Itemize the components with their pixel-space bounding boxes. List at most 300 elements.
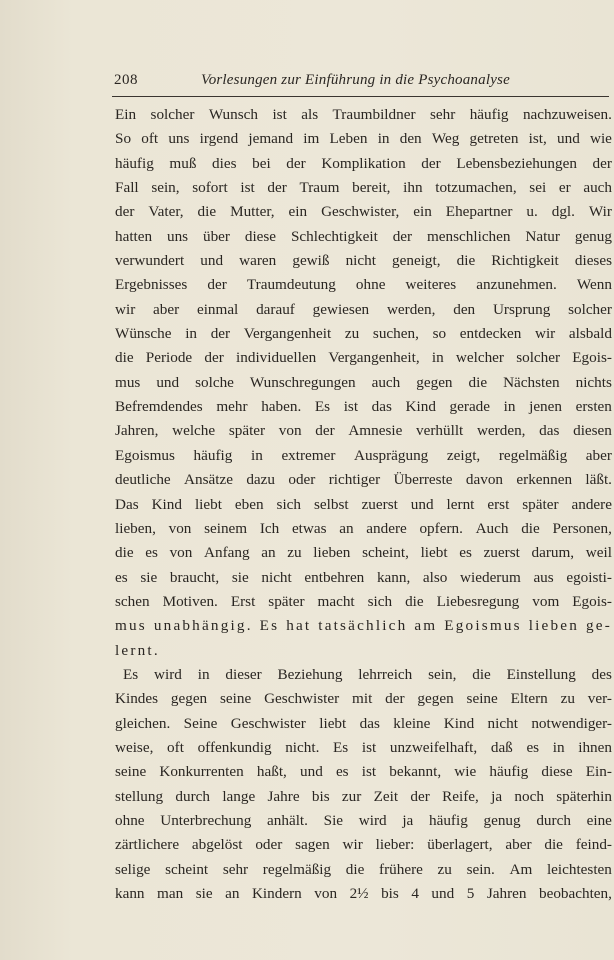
word: im — [303, 130, 320, 148]
word: wiederum — [460, 568, 521, 586]
word: lieben, — [115, 519, 156, 537]
word: genug — [483, 811, 521, 829]
word: sie — [195, 885, 213, 902]
page-number: 208 — [114, 72, 138, 88]
word: wird — [154, 665, 182, 683]
word: sein, — [151, 179, 180, 197]
word: Das — [115, 495, 139, 513]
word: die — [472, 665, 491, 683]
word: lieber: — [375, 836, 415, 854]
word: Erst — [230, 592, 256, 610]
word: oder — [255, 836, 283, 854]
word: aber — [153, 300, 180, 318]
word: mit — [352, 690, 373, 708]
word: in — [197, 665, 210, 683]
word: bis — [311, 787, 330, 805]
word: an — [261, 544, 276, 562]
word: ge- — [585, 617, 612, 635]
word: der — [592, 154, 612, 172]
word: es — [115, 568, 128, 586]
word: totzumachen, — [435, 179, 517, 197]
word: sei — [529, 179, 547, 197]
word: andere — [571, 495, 612, 513]
word: nicht — [261, 568, 292, 586]
word: wie — [454, 763, 477, 781]
word: genug — [574, 227, 612, 245]
word: gerade — [449, 398, 491, 416]
text-line — [115, 760, 612, 784]
text-line — [115, 663, 612, 687]
text-line — [115, 517, 612, 541]
word: der — [410, 787, 430, 805]
word: in — [431, 349, 444, 367]
word: solche — [195, 373, 234, 391]
word: durch — [175, 787, 210, 805]
word: andere — [366, 519, 407, 537]
word: bis — [381, 885, 399, 902]
word: lieben — [313, 544, 351, 562]
word: Wünsche — [115, 325, 172, 343]
word: oft — [141, 130, 159, 148]
word: in — [185, 325, 198, 343]
word: Liebesregung — [436, 592, 520, 610]
word: kann — [115, 885, 145, 902]
word: Es — [333, 738, 349, 756]
word: u. — [526, 203, 538, 221]
word: Sie — [323, 811, 344, 829]
word: ja — [402, 811, 414, 829]
word: häufig — [193, 446, 233, 464]
word: Amnesie — [348, 422, 403, 440]
word: nicht — [487, 714, 518, 732]
word: kann, — [376, 568, 411, 586]
word: muß — [169, 154, 197, 172]
text-line — [115, 273, 612, 297]
word: lieben — [528, 617, 580, 635]
word: einmal — [196, 300, 239, 318]
word: Egois- — [572, 349, 612, 367]
word: scheint, — [362, 544, 409, 562]
word: unabhängig. — [153, 617, 253, 635]
word: Traum — [299, 179, 340, 197]
word: erkennen — [516, 471, 573, 489]
word: Einstellung — [506, 665, 576, 683]
word: Vergangenheit — [243, 325, 332, 343]
word: der — [385, 690, 405, 708]
word: Auch — [475, 519, 509, 537]
text-line — [115, 809, 612, 833]
word: werden, — [476, 422, 526, 440]
word: Weg — [431, 130, 460, 148]
word: an — [339, 519, 354, 537]
word: Wir — [588, 203, 612, 221]
word: ist — [272, 106, 287, 123]
word: sie — [231, 568, 249, 586]
word: Ergebnisses — [115, 276, 188, 294]
word: über — [202, 227, 230, 245]
word: frühere — [379, 860, 423, 878]
word: notwendiger- — [531, 714, 612, 732]
word: darum, — [531, 544, 575, 562]
word: Geschwister, — [321, 203, 400, 221]
word: seine — [220, 690, 252, 708]
word: in — [552, 738, 565, 756]
word: Kind — [443, 714, 475, 732]
text-line — [115, 200, 612, 224]
word: sein, — [428, 665, 457, 683]
word: es — [145, 544, 158, 562]
text-line — [115, 712, 612, 736]
word: leichtesten — [546, 860, 612, 878]
word: nachzuweisen. — [522, 106, 612, 123]
word: also — [422, 568, 448, 586]
word: lange — [222, 787, 256, 805]
word: ersten — [575, 398, 612, 416]
word: weiteres — [405, 276, 457, 294]
word: getreten — [469, 130, 519, 148]
word: beobachten, — [538, 885, 612, 902]
word: tatsächlich — [318, 617, 408, 635]
word: ihn — [403, 179, 423, 197]
word: offenkundig — [197, 738, 272, 756]
word: bereit, — [352, 179, 391, 197]
word: Beziehung — [277, 665, 343, 683]
word: häufig — [489, 763, 529, 781]
word: sagen — [295, 836, 330, 854]
word: Traumbildner — [332, 106, 416, 123]
word: und — [300, 763, 323, 781]
word: die — [544, 836, 563, 854]
word: 5 — [466, 885, 475, 902]
word: dieses — [574, 252, 612, 270]
word: Nächsten — [503, 373, 560, 391]
word: gewiesen — [312, 300, 370, 318]
word: Wunschregungen — [249, 373, 356, 391]
word: wie — [589, 130, 612, 148]
word: lernt — [446, 495, 475, 513]
text-line — [115, 882, 612, 906]
word: Personen, — [552, 519, 612, 537]
word: Kindern — [251, 885, 302, 902]
word: oder — [288, 471, 316, 489]
word: nicht — [345, 252, 376, 270]
word: in — [503, 398, 516, 416]
word: jenen — [529, 398, 562, 416]
word: Jahre — [267, 787, 300, 805]
word: seinem — [204, 519, 248, 537]
word: eine — [586, 811, 612, 829]
word: er — [558, 179, 571, 197]
word: überlagert, — [427, 836, 493, 854]
word: sein. — [466, 860, 495, 878]
word: ein — [288, 203, 308, 221]
word: anhält. — [267, 811, 308, 829]
word: unzweifelhaft, — [389, 738, 478, 756]
word: von — [169, 544, 193, 562]
word: zärtlichere — [115, 836, 180, 854]
word: aus — [533, 568, 554, 586]
word: etwas — [291, 519, 327, 537]
word: die — [521, 519, 540, 537]
word: der — [204, 349, 224, 367]
word: und — [410, 495, 434, 513]
word: Kindes — [115, 690, 159, 708]
word: Ursprung — [492, 300, 551, 318]
text-line — [115, 152, 612, 176]
text-line — [115, 493, 612, 517]
text-line — [115, 176, 612, 200]
word: wir — [342, 836, 363, 854]
word: ohne — [355, 276, 386, 294]
word: richtiger — [328, 471, 381, 489]
word: vom — [532, 592, 560, 610]
word: von — [314, 885, 338, 902]
word: diese — [244, 227, 277, 245]
word: in — [250, 446, 263, 464]
word: am — [414, 617, 438, 635]
word: schen — [115, 592, 150, 610]
word: liebt — [194, 495, 222, 513]
word: der — [392, 227, 413, 245]
word: der — [115, 203, 135, 221]
word: der — [315, 422, 335, 440]
word: entbehren — [304, 568, 365, 586]
word: zuerst — [483, 544, 520, 562]
word: häufig — [428, 811, 468, 829]
word: Jahren, — [115, 422, 159, 440]
word: Ehepartner — [445, 203, 513, 221]
word: Vergangenheit, — [328, 349, 420, 367]
word: das — [359, 714, 380, 732]
word: Seine — [183, 714, 218, 732]
word: daß — [490, 738, 513, 756]
word: 4 — [411, 885, 419, 902]
word: sich — [367, 592, 393, 610]
word: Richtigkeit — [491, 252, 559, 270]
word: von — [168, 519, 192, 537]
word: Es — [123, 665, 139, 683]
word: seine — [466, 690, 498, 708]
word: Reife, — [442, 787, 479, 805]
word: nichts — [575, 373, 612, 391]
word: es — [526, 738, 540, 756]
word: des — [591, 665, 612, 683]
word: selige — [115, 860, 151, 878]
word: Am — [509, 860, 533, 878]
text-line — [115, 736, 612, 760]
word: ist — [343, 398, 359, 416]
word: individuellen — [236, 349, 317, 367]
word: Egoismus — [444, 617, 522, 635]
word: wir — [115, 300, 136, 318]
word: Ein — [115, 106, 137, 123]
word: Überreste — [393, 471, 453, 489]
word: bekannt, — [389, 763, 442, 781]
word: dies — [212, 154, 237, 172]
word: zuerst — [361, 495, 398, 513]
word: Es — [259, 617, 280, 635]
word: suchen, — [372, 325, 419, 343]
word: man — [157, 885, 184, 902]
word: jemand — [248, 130, 294, 148]
word: und — [557, 130, 580, 148]
word: mus — [115, 373, 141, 391]
word: es — [459, 544, 472, 562]
word: ist — [361, 763, 377, 781]
word: gleichen. — [115, 714, 171, 732]
word: sich — [276, 495, 302, 513]
word: häufig — [469, 106, 509, 123]
word: und — [156, 373, 180, 391]
word: gegen — [170, 690, 208, 708]
word: liebt — [420, 544, 448, 562]
word: die — [468, 373, 488, 391]
word: zu — [344, 325, 360, 343]
word: egoisti- — [566, 568, 612, 586]
word: gegen — [417, 690, 454, 708]
word: später — [268, 592, 305, 610]
word: Kind — [151, 495, 182, 513]
word: die — [115, 349, 134, 367]
word: zu — [437, 860, 452, 878]
word: seine — [115, 763, 147, 781]
word: solcher — [516, 349, 561, 367]
word: 2½ — [349, 885, 369, 902]
word: sehr — [429, 106, 456, 123]
word: Es — [314, 398, 331, 416]
word: das — [539, 422, 560, 440]
word: den — [399, 130, 422, 148]
word: Befremdendes — [115, 398, 203, 416]
word: solcher — [150, 106, 195, 123]
word: sehr — [222, 860, 249, 878]
word: die — [456, 252, 476, 270]
word: opfern. — [419, 519, 463, 537]
word: Geschwister — [230, 714, 306, 732]
body-text — [115, 103, 612, 906]
word: Fall — [115, 179, 139, 197]
word: später — [522, 495, 559, 513]
word: gegen — [416, 373, 453, 391]
word: Konkurrenten — [159, 763, 244, 781]
word: ist, — [528, 130, 547, 148]
word: erst — [487, 495, 510, 513]
word: hatten — [115, 227, 153, 245]
word: anzunehmen. — [476, 276, 557, 294]
word: den — [453, 300, 476, 318]
word: sie — [140, 568, 158, 586]
word: oft — [167, 738, 184, 756]
word: späterhin — [556, 787, 612, 805]
word: wir — [534, 325, 556, 343]
word: von — [278, 422, 302, 440]
text-line — [115, 419, 612, 443]
word: regelmäßig — [498, 446, 568, 464]
word: mehr — [216, 398, 248, 416]
word: die — [345, 860, 365, 878]
word: alsbald — [568, 325, 612, 343]
word: Periode — [145, 349, 193, 367]
word: Mutter, — [230, 203, 275, 221]
text-line — [115, 785, 612, 809]
word: uns — [168, 130, 190, 148]
word: geneigt, — [392, 252, 441, 270]
word: verwundert — [115, 252, 185, 270]
text-line — [115, 858, 612, 882]
word: deutliche — [115, 471, 171, 489]
word: wird — [358, 811, 387, 829]
text-line — [115, 127, 612, 151]
word: die — [115, 544, 134, 562]
text-line — [115, 395, 612, 419]
word: liebt — [319, 714, 347, 732]
text-line — [115, 298, 612, 322]
word: aber — [505, 836, 532, 854]
word: mus — [115, 617, 147, 635]
word: So — [115, 130, 132, 148]
word: braucht, — [169, 568, 220, 586]
word: zur — [341, 787, 362, 805]
word: kleine — [393, 714, 431, 732]
word: weise, — [115, 738, 154, 756]
word: häufig — [115, 154, 154, 172]
word: darauf — [256, 300, 295, 318]
word: welcher — [455, 349, 504, 367]
word: menschlichen — [426, 227, 511, 245]
word: selbst — [313, 495, 349, 513]
word: Wenn — [576, 276, 612, 294]
word: Ausprägung — [354, 446, 429, 464]
text-line — [115, 590, 612, 614]
word: Wunsch — [208, 106, 258, 123]
word: ihnen — [578, 738, 612, 756]
word: durch — [536, 811, 571, 829]
word: haben. — [261, 398, 302, 416]
word: Kind — [405, 398, 436, 416]
word: Egois- — [572, 592, 612, 610]
word: zu — [287, 544, 302, 562]
word: diese — [541, 763, 573, 781]
word: Unterbrechung — [160, 811, 252, 829]
word: Vater, — [148, 203, 184, 221]
word: Lebensbeziehungen — [456, 154, 577, 172]
word: Ein- — [585, 763, 612, 781]
text-line — [115, 468, 612, 492]
word: der — [210, 325, 231, 343]
word: und — [200, 252, 224, 270]
word: aber — [585, 446, 612, 464]
word: Leben — [329, 130, 368, 148]
word: ver- — [587, 690, 612, 708]
word: der — [207, 276, 227, 294]
running-title: Vorlesungen zur Einführung in die Psychoanalyse — [201, 72, 510, 88]
word: Schlechtigkeit — [290, 227, 378, 245]
word: die — [197, 203, 217, 221]
word: es — [335, 763, 349, 781]
word: der — [267, 179, 287, 197]
word: diesen — [573, 422, 612, 440]
word: gewiß — [292, 252, 330, 270]
text-line — [115, 249, 612, 273]
word: sofort — [192, 179, 228, 197]
word: der — [286, 154, 306, 172]
word: Anfang — [204, 544, 250, 562]
word: extremer — [281, 446, 336, 464]
word: Traumdeutung — [246, 276, 336, 294]
word: bei — [252, 154, 271, 172]
word: als — [301, 106, 319, 123]
text-line — [115, 322, 612, 346]
